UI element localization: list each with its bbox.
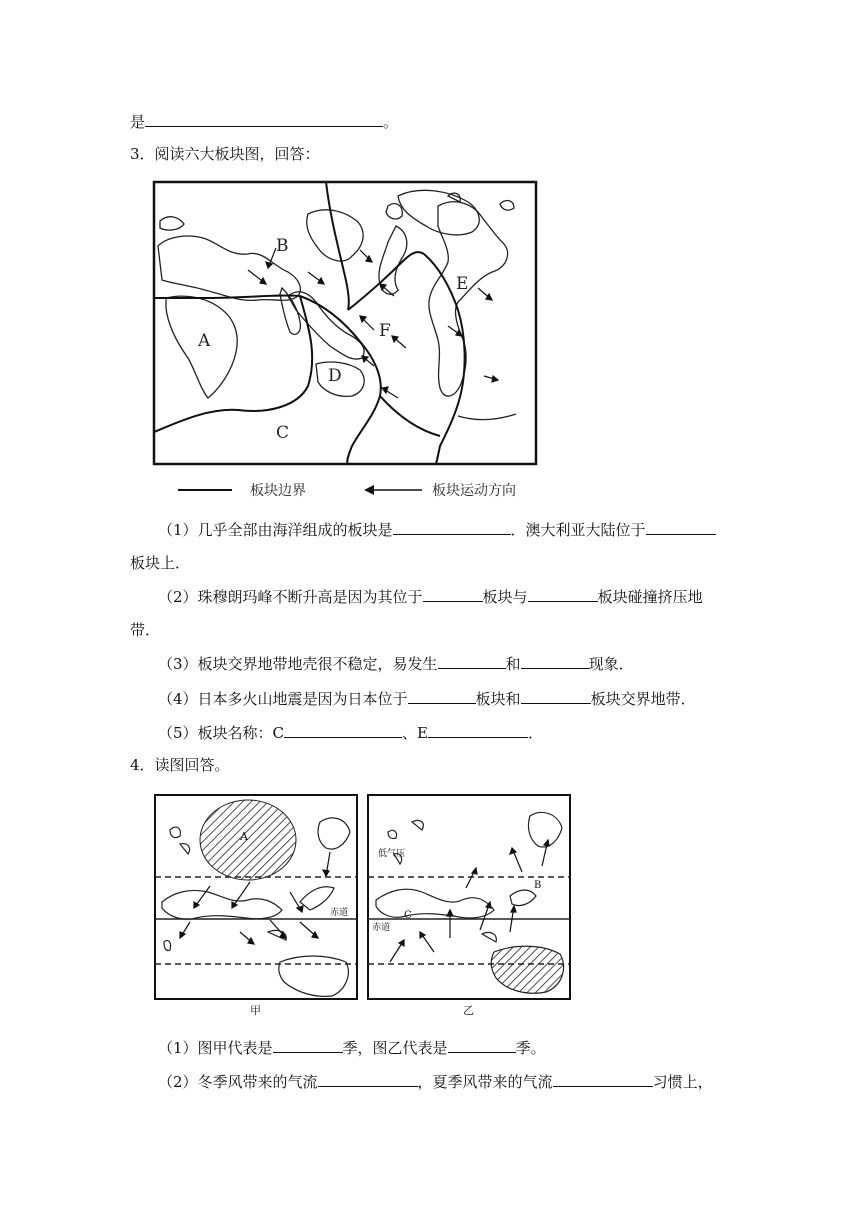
- legend-direction-label: 板块运动方向: [432, 483, 516, 499]
- answer-blank[interactable]: [408, 687, 476, 704]
- answer-blank[interactable]: [318, 1070, 418, 1087]
- item-text: 板块和: [475, 690, 521, 708]
- equator-label: 赤道: [330, 908, 349, 918]
- map-jia: [155, 795, 357, 1017]
- item-text: （1）几乎全部由海洋组成的板块是: [158, 521, 393, 539]
- answer-blank[interactable]: [438, 652, 506, 669]
- answer-blank[interactable]: [145, 110, 383, 127]
- item-text: （5）板块名称：C: [158, 724, 285, 742]
- answer-blank[interactable]: [273, 1036, 343, 1053]
- answer-blank[interactable]: [423, 585, 483, 602]
- item-text: ，夏季风带来的气流: [417, 1073, 553, 1091]
- answer-blank[interactable]: [428, 721, 528, 738]
- item-text: 和: [505, 655, 521, 673]
- q3-item-2-cont: 带．: [130, 621, 161, 639]
- item-text: 板块交界地带．: [590, 690, 696, 708]
- item-text: （1）图甲代表是: [158, 1039, 273, 1057]
- caption-jia: 甲: [250, 1004, 261, 1017]
- item-text: （2）珠穆朗玛峰不断升高是因为其位于: [158, 588, 423, 606]
- equator-label: 赤道: [372, 923, 391, 933]
- q4-item-2: [158, 1070, 713, 1093]
- label-a: A: [240, 830, 248, 843]
- plate-map-figure: [148, 176, 544, 504]
- answer-blank[interactable]: [521, 687, 591, 704]
- answer-blank[interactable]: [528, 585, 598, 602]
- answer-blank[interactable]: [646, 518, 716, 535]
- q3-item-1: [158, 518, 716, 541]
- high-pressure-area: [200, 800, 296, 880]
- line-suffix: 。: [383, 113, 399, 131]
- legend-arrow-icon: [364, 485, 374, 495]
- item-text: 板块与: [482, 588, 528, 606]
- answer-blank[interactable]: [521, 652, 589, 669]
- plate-label-c: C: [276, 423, 290, 443]
- item-text: 板块碰撞挤压地: [597, 588, 703, 606]
- q3-item-3: [158, 652, 634, 675]
- answer-blank[interactable]: [448, 1036, 516, 1053]
- label-c: C: [404, 910, 412, 921]
- plate-label-b: B: [276, 236, 289, 256]
- q3-item-5: [158, 721, 543, 744]
- item-text: 季，图乙代表是: [342, 1039, 448, 1057]
- item-text: ．澳大利亚大陆位于: [510, 521, 646, 539]
- answer-blank[interactable]: [393, 518, 511, 535]
- answer-line-top: [130, 110, 398, 133]
- q3-item-2: [158, 585, 703, 608]
- monsoon-maps-figure: [150, 792, 576, 1018]
- item-text: ．: [527, 724, 543, 742]
- answer-blank[interactable]: [284, 721, 402, 738]
- item-text: （2）冬季风带来的气流: [158, 1073, 318, 1091]
- q3-item-4: [158, 687, 696, 710]
- plate-label-d: D: [328, 366, 342, 386]
- question-3-title: 3．阅读六大板块图，回答：: [130, 145, 320, 163]
- line-prefix: 是: [130, 113, 146, 131]
- legend-boundary-label: 板块边界: [250, 483, 306, 499]
- item-text: （3）板块交界地带地壳很不稳定，易发生: [158, 655, 438, 673]
- plate-label-e: E: [456, 274, 469, 294]
- caption-yi: 乙: [463, 1004, 474, 1017]
- plate-label-a: A: [198, 331, 211, 351]
- question-4-title: 4．读图回答。: [130, 756, 230, 774]
- item-text: 现象．: [588, 655, 634, 673]
- plate-label-f: F: [379, 321, 391, 341]
- item-text: 、E: [402, 724, 428, 742]
- item-text: 习惯上，: [652, 1073, 713, 1091]
- map-yi: [368, 795, 570, 1017]
- low-pressure-label: 低气压: [378, 849, 406, 859]
- label-b: B: [534, 880, 542, 891]
- q3-item-1-cont: 板块上．: [130, 554, 191, 572]
- answer-blank[interactable]: [553, 1070, 653, 1087]
- item-text: （4）日本多火山地震是因为日本位于: [158, 690, 408, 708]
- map-legend: [178, 482, 516, 499]
- q4-item-1: [158, 1036, 546, 1059]
- item-text: 季。: [515, 1039, 546, 1057]
